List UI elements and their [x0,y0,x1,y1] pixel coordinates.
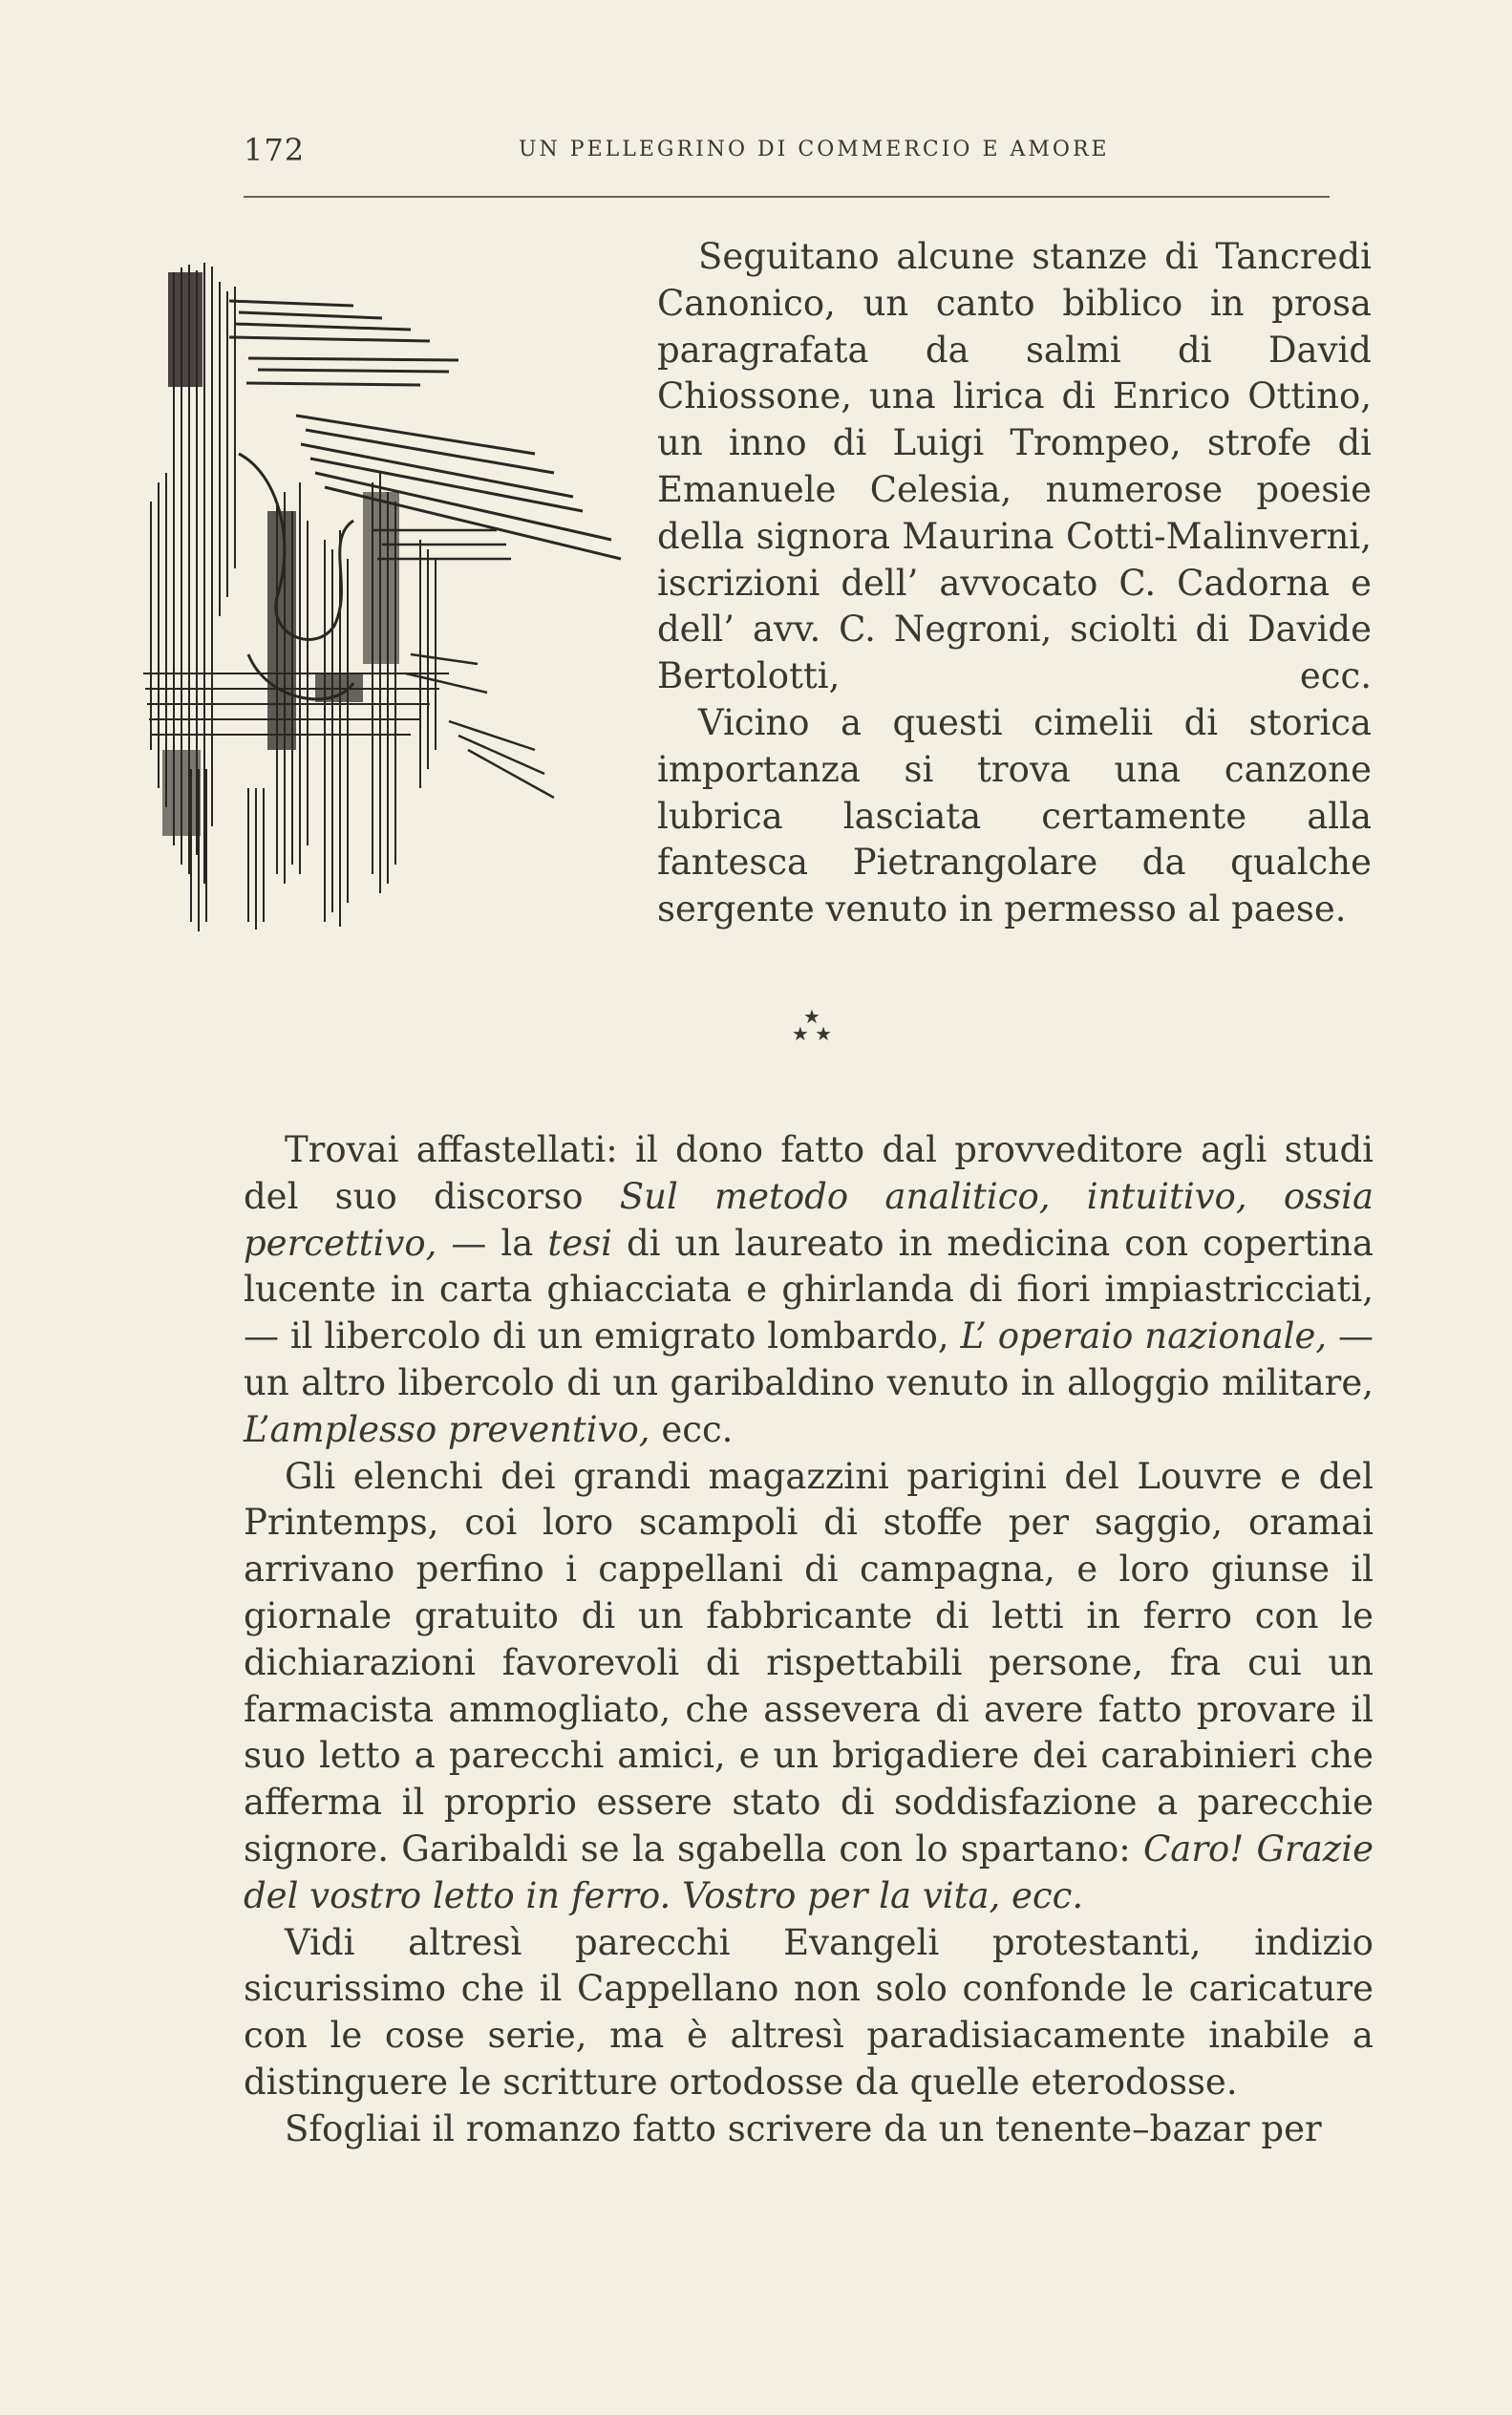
asterism-top: ★ [803,1005,820,1028]
text-run: Gli elenchi dei grandi magazzini parigini del Louvre e del Printemps, coi loro scampoli di stoffe per saggio, oramai arrivano perfino i cappellani di campagna, e loro giunse il giornale gratuito di un fabbricante di letti in ferro con le dichiarazioni favorevoli di rispettabili persone, fra cui un farmacista ammogliato, che assevera di avere fatto provare il suo letto a parecchi amici, e un brigadiere dei carabinieri che afferma il proprio essere stato di soddisfazione a parecchie signore. Garibaldi se la sgabella con lo spartano: [244,1455,1374,1870]
running-title: UN PELLEGRINO DI COMMERCIO E AMORE [519,138,1110,161]
text-run: di un laureato in medicina con copertina lucente in carta ghiacciata e ghirlanda di fiori impiastricciati, — il libercolo di un emigrato lombardo, [244,1222,1374,1357]
paragraph [244,1454,1374,1920]
main-body-text [244,1127,1374,2153]
paragraph: Vicino a questi cimelii di storica importanza si trova una canzone lubrica lasciata certamente alla fantesca Pietrangolare da qualche sergente venuto in permesso al paese. [657,701,1372,930]
italic-title: Sul metodo analitico, intuitivo, ossia percettivo, [244,1175,1374,1264]
italic-title: L’ operaio nazionale, [960,1315,1328,1357]
text-run: — un altro libercolo di un garibaldino venuto in alloggio militare, [244,1315,1374,1403]
italic-word: tesi [547,1222,612,1264]
paragraph: Vidi altresì parecchi Evangeli protestanti, indizio sicurissimo che il Cappellano non solo confonde le caricature con le cose serie, ma è altresì paradisiacamente inabile a distinguere le scritture ortodosse da quelle eterodosse. [244,1921,1374,2103]
paragraph: Seguitano alcune stanze di Tancredi Canonico, un canto biblico in prosa paragrafata da salmi di David Chiossone, una lirica di Enrico Ottino, un inno di Luigi Trompeo, strofe di Emanuele Celesia, numerose poesie della signora Maurina Cotti-Malinverni, iscrizioni dell’ avvocato C. Cadorna e dell’ avv. C. Negroni, sciolti di Davide Bertolotti, ecc. [657,236,1372,697]
side-column-text [657,234,1372,933]
text-run: Trovai affastellati: il dono fatto dal provveditore agli studi del suo discorso [244,1129,1374,1217]
italic-quote: Caro! Grazie del vostro letto in ferro. Vostro per la vita, ecc. [244,1827,1374,1916]
italic-title: L’amplesso preventivo, [244,1408,650,1450]
text-run: ecc. [650,1408,734,1450]
diagonal-wedge [373,530,554,798]
pen-ink-engraving-icon [134,253,630,931]
engraving-illustration [134,253,630,931]
section-asterism [783,1005,841,1045]
page-number: 172 [244,132,306,168]
page-header [244,132,1380,170]
asterism-bottom: ★ ★ [791,1022,833,1045]
paragraph: Sfogliai il romanzo fatto scrivere da un tenente–bazar per [285,2107,1322,2149]
text-run: — la [437,1222,548,1264]
paragraph [244,1127,1374,1454]
header-rule [244,196,1330,198]
